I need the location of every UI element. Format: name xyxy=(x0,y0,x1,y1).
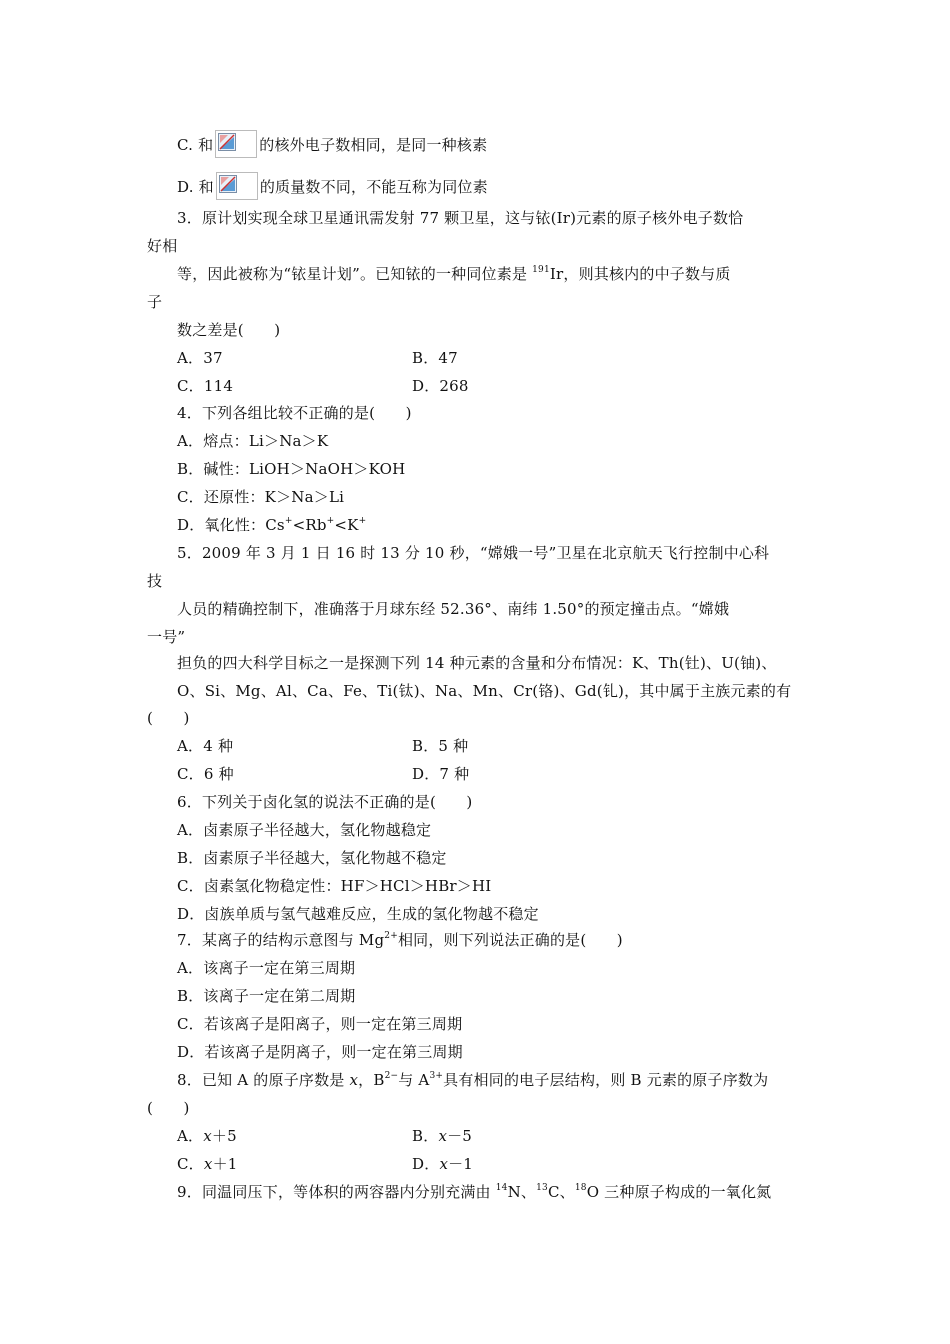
q6-option-a: A．卤素原子半径越大，氢化物越稳定 xyxy=(177,821,432,839)
q4-d-text: <Rb xyxy=(292,516,327,534)
q3-text: Ir，则其核内的中子数与质 xyxy=(549,265,731,283)
isotope-mass-number: 13 xyxy=(536,1183,548,1193)
broken-image-icon xyxy=(216,172,258,200)
charge-sup: 3+ xyxy=(429,1071,444,1081)
q7-text: 相同，则下列说法正确的是( ) xyxy=(397,931,623,949)
q9-text: C、 xyxy=(547,1183,575,1201)
option-letter: A． xyxy=(177,1127,204,1145)
option-letter: C． xyxy=(177,1155,204,1173)
q2-option-d-prefix: D. 和 xyxy=(177,178,214,196)
q8-stem xyxy=(177,1070,768,1090)
variable-x: x xyxy=(203,1155,213,1173)
variable-x: x xyxy=(439,1155,449,1173)
q5-option-d: D．7 种 xyxy=(412,765,470,783)
q4-d-text: D．氧化性：Cs xyxy=(177,516,285,534)
q6-option-d: D．卤族单质与氢气越难反应，生成的氢化物越不稳定 xyxy=(177,905,539,923)
q5-option-c: C．6 种 xyxy=(177,765,234,783)
q3-option-c: C．114 xyxy=(177,377,234,395)
option-letter: B． xyxy=(412,1127,439,1145)
charge-sup: + xyxy=(326,516,335,526)
q3-option-b: B．47 xyxy=(412,349,458,367)
q3-stem-line5: 数之差是( ) xyxy=(177,321,281,339)
q4-option-a: A．熔点：Li＞Na＞K xyxy=(177,432,329,450)
broken-image-icon xyxy=(215,130,257,158)
q4-stem: 4．下列各组比较不正确的是( ) xyxy=(177,404,412,422)
charge-sup: + xyxy=(284,516,293,526)
q5-stem-line3: 人员的精确控制下，准确落于月球东经 52.36°、南纬 1.50°的预定撞击点。“嫦娥 xyxy=(177,600,730,618)
q8-option-c xyxy=(177,1154,238,1174)
isotope-mass-number: 18 xyxy=(574,1183,587,1193)
q9-text: N、 xyxy=(507,1183,537,1201)
q3-stem-line1: 3．原计划实现全球卫星通讯需发射 77 颗卫星，这与铱(Ir)元素的原子核外电子数恰 xyxy=(177,209,744,227)
variable-x: x xyxy=(438,1127,448,1145)
q5-stem-line2: 技 xyxy=(147,572,163,590)
q2-option-c-text: 的核外电子数相同，是同一种核素 xyxy=(259,136,488,154)
q8-text: 具有相同的电子层结构，则 B 元素的原子序数为 xyxy=(443,1071,769,1089)
q5-option-b: B．5 种 xyxy=(412,737,469,755)
q2-option-d xyxy=(177,172,488,200)
q8-text: 与 A xyxy=(398,1071,430,1089)
option-text: ＋5 xyxy=(211,1127,237,1145)
option-text: －5 xyxy=(447,1127,473,1145)
q6-stem: 6．下列关于卤化氢的说法不正确的是( ) xyxy=(177,793,473,811)
q7-stem xyxy=(177,930,623,950)
q3-text: 等，因此被称为“铱星计划”。已知铱的一种同位素是 xyxy=(177,265,533,283)
q7-option-b: B．该离子一定在第二周期 xyxy=(177,987,356,1005)
q4-d-text: <K xyxy=(334,516,359,534)
q8-option-a xyxy=(177,1126,237,1146)
q2-option-d-text: 的质量数不同，不能互称为同位素 xyxy=(259,178,488,196)
charge-sup: + xyxy=(358,516,367,526)
q7-option-d: D．若该离子是阴离子，则一定在第三周期 xyxy=(177,1043,463,1061)
variable-x: x xyxy=(349,1071,359,1089)
q3-option-a: A．37 xyxy=(177,349,223,367)
variable-x: x xyxy=(203,1127,212,1145)
q2-option-c xyxy=(177,130,487,158)
option-letter: D． xyxy=(412,1155,440,1173)
q9-text: O 三种原子构成的一氧化氮 xyxy=(586,1183,772,1201)
q4-option-d xyxy=(177,515,366,535)
option-text: －1 xyxy=(448,1155,474,1173)
q5-option-a: A．4 种 xyxy=(177,737,234,755)
q8-stem-line2: ( ) xyxy=(147,1099,190,1117)
q3-stem-line2: 好相 xyxy=(147,237,178,255)
q2-option-c-prefix: C. 和 xyxy=(177,136,214,154)
isotope-mass-number: 191 xyxy=(532,265,550,275)
q9-text: 9．同温同压下，等体积的两容器内分别充满由 xyxy=(177,1183,496,1201)
q7-text: 7．某离子的结构示意图与 Mg xyxy=(177,931,385,949)
option-text: ＋1 xyxy=(212,1155,238,1173)
isotope-mass-number: 14 xyxy=(495,1183,508,1193)
q5-stem-line7: ( ) xyxy=(147,709,190,727)
q3-stem-line3 xyxy=(177,264,731,284)
q7-option-a: A．该离子一定在第三周期 xyxy=(177,959,356,977)
q3-option-d: D．268 xyxy=(412,377,469,395)
q7-option-c: C．若该离子是阳离子，则一定在第三周期 xyxy=(177,1015,463,1033)
q5-stem-line4: 一号” xyxy=(147,628,186,646)
q5-stem-line1: 5．2009 年 3 月 1 日 16 时 13 分 10 秒，“嫦娥一号”卫星在北京航天飞行控制中心科 xyxy=(177,544,770,562)
charge-sup: 2+ xyxy=(384,931,398,941)
q6-option-c: C．卤素氢化物稳定性：HF＞HCl＞HBr＞HI xyxy=(177,877,492,895)
q9-stem xyxy=(177,1182,771,1202)
charge-sup: 2− xyxy=(384,1071,399,1081)
q4-option-c: C．还原性：K＞Na＞Li xyxy=(177,488,345,506)
q5-stem-line5: 担负的四大科学目标之一是探测下列 14 种元素的含量和分布情况：K、Th(钍)、U(铀)、 xyxy=(177,654,777,672)
q8-option-d xyxy=(412,1154,473,1174)
q3-stem-line4: 子 xyxy=(147,293,163,311)
q4-option-b: B．碱性：LiOH＞NaOH＞KOH xyxy=(177,460,406,478)
q6-option-b: B．卤素原子半径越大，氢化物越不稳定 xyxy=(177,849,447,867)
q8-option-b xyxy=(412,1126,472,1146)
q5-stem-line6: O、Si、Mg、Al、Ca、Fe、Ti(钛)、Na、Mn、Cr(铬)、Gd(钆)，其中属于主族元素的有 xyxy=(177,682,792,700)
q8-text: 8．已知 A 的原子序数是 xyxy=(177,1071,350,1089)
q8-text: ，B xyxy=(358,1071,385,1089)
